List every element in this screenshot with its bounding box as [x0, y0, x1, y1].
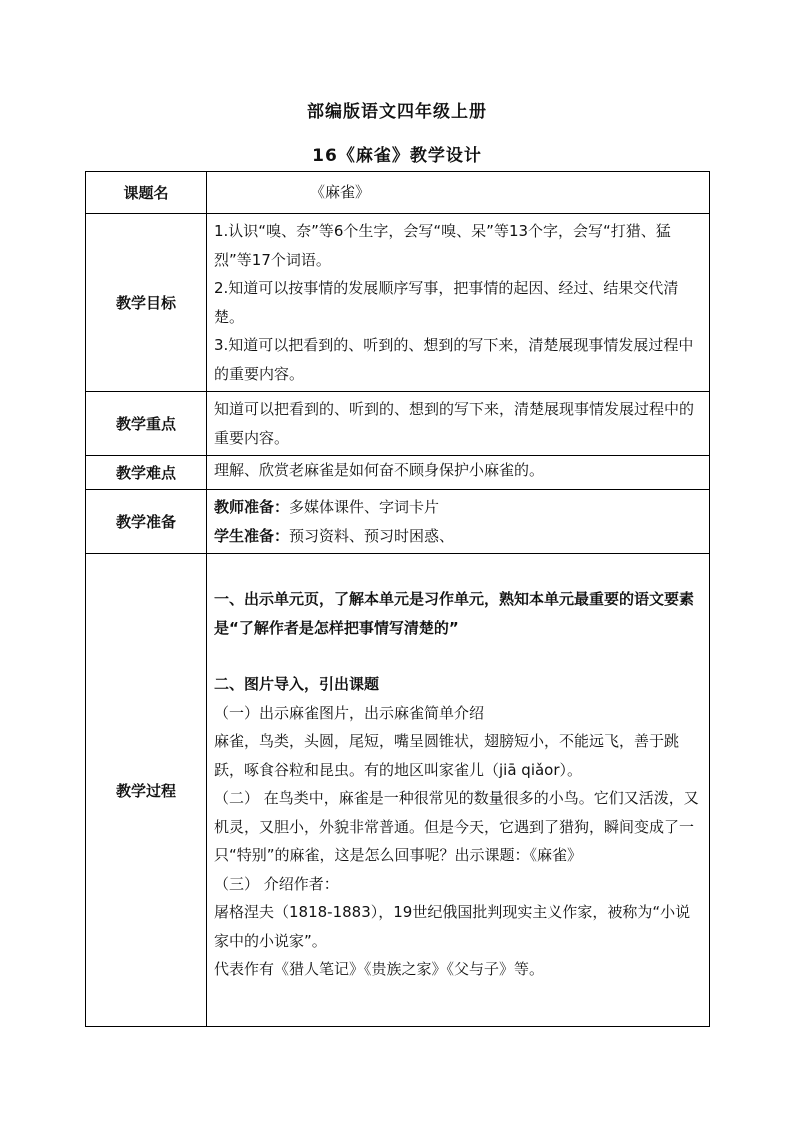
- key-points-label: 教学重点: [86, 392, 207, 456]
- process-section-heading: 一、出示单元页，了解本单元是习作单元，熟知本单元最重要的语文要素是“了解作者是怎样把事情写清楚的”: [214, 590, 695, 637]
- objectives-label: 教学目标: [86, 214, 207, 392]
- table-row-preparation: [86, 490, 710, 554]
- objective-item: 3.知道可以把看到的、听到的、想到的写下来，清楚展现事情发展过程中的重要内容。: [214, 336, 694, 383]
- key-points-cell: [207, 392, 710, 456]
- process-section-heading: 二、图片导入，引出课题: [214, 675, 380, 693]
- process-subsection: （二） 在鸟类中，麻雀是一种很常见的数量很多的小鸟。它们又活泼，又机灵，又胆小，外貌非常普通。但是今天，它遇到了猎狗，瞬间变成了一只“特别”的麻雀，这是怎么回事呢？出示课题：《麻雀》: [214, 789, 699, 864]
- topic-value: 《麻雀》: [310, 183, 371, 202]
- preparation-cell: [207, 490, 710, 554]
- difficulties-cell: [207, 456, 710, 490]
- objective-item: 1.认识“嗅、奈”等6个生字，会写“嗅、呆”等13个字，会写“打猎、猛烈”等17个词语。: [214, 222, 671, 269]
- table-row-difficulties: [86, 456, 710, 490]
- table-row-objectives: [86, 214, 710, 392]
- table-row-process: [86, 554, 710, 1027]
- teacher-preparation-label: 教师准备：: [214, 498, 290, 516]
- process-cell: [207, 554, 710, 1027]
- table-row-topic: [86, 172, 710, 214]
- document-title: 部编版语文四年级上册: [307, 102, 487, 122]
- process-paragraph: 代表作有《猎人笔记》《贵族之家》《父与子》等。: [214, 960, 545, 978]
- process-subsection: （一）出示麻雀图片，出示麻雀简单介绍: [214, 703, 485, 722]
- process-paragraph: 屠格涅夫（1818-1883），19世纪俄国批判现实主义作家，被称为“小说家中的小说家”。: [214, 903, 691, 950]
- key-points-text: 知道可以把看到的、听到的、想到的写下来，清楚展现事情发展过程中的重要内容。: [214, 400, 695, 447]
- topic-cell: [207, 172, 710, 214]
- topic-label: 课题名: [86, 172, 207, 214]
- student-preparation-text: 预习资料、预习时困惑、: [289, 526, 455, 545]
- process-label: 教学过程: [86, 554, 207, 1027]
- lesson-plan-table: [85, 171, 710, 1027]
- teacher-preparation: [214, 493, 703, 522]
- preparation-label: 教学准备: [86, 490, 207, 554]
- process-paragraph: 麻雀，鸟类，头圆，尾短，嘴呈圆锥状，翅膀短小，不能远飞，善于跳跃，啄食谷粒和昆虫。有的地区叫家雀儿（jiā qiǎor）。: [214, 732, 680, 779]
- teacher-preparation-text: 多媒体课件、字词卡片: [289, 498, 440, 516]
- student-preparation-label: 学生准备：: [214, 526, 290, 545]
- objectives-cell: [207, 214, 710, 392]
- document-subtitle: 16《麻雀》教学设计: [312, 146, 482, 166]
- difficulties-label: 教学难点: [86, 456, 207, 490]
- process-subsection: （三） 介绍作者：: [214, 874, 339, 893]
- objective-item: 2.知道可以按事情的发展顺序写事，把事情的起因、经过、结果交代清楚。: [214, 279, 679, 326]
- student-preparation: [214, 522, 703, 551]
- difficulties-text: 理解、欣赏老麻雀是如何奋不顾身保护小麻雀的。: [214, 461, 545, 479]
- table-row-key-points: [86, 392, 710, 456]
